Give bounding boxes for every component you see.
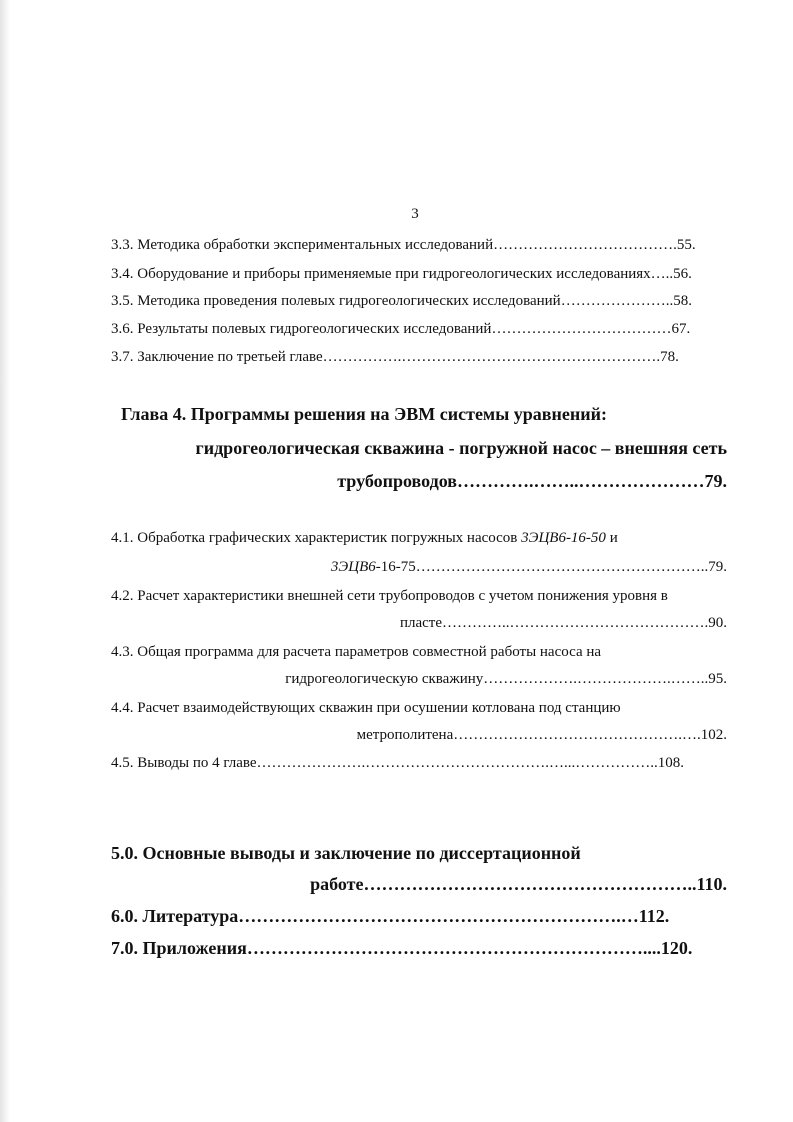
toc-entry-3-5[interactable]: 3.5. Методика проведения полевых гидрогеологических исследований…………………..58. bbox=[111, 293, 692, 309]
toc-entry-4-2-line-1[interactable]: 4.2. Расчет характеристики внешней сети трубопроводов с учетом понижения уровня в bbox=[111, 588, 668, 604]
chapter-4-heading-line-3[interactable]: трубопроводов………….……..…………………79. bbox=[337, 471, 727, 491]
toc-section-5-0-line-1[interactable]: 5.0. Основные выводы и заключение по диссертационной bbox=[111, 843, 581, 863]
toc-entry-4-1-line-1[interactable] bbox=[111, 529, 618, 547]
toc-entry-4-1-prefix: 4.1. Обработка графических характеристик погружных насосов bbox=[111, 530, 522, 546]
pump-model-2: 3ЭЦВ6 bbox=[330, 559, 376, 575]
chapter-4-heading-line-2[interactable]: гидрогеологическая скважина - погружной насос – внешняя сеть bbox=[195, 438, 727, 458]
toc-entry-4-3-line-2[interactable]: гидрогеологическую скважину……………….……………….……..95. bbox=[285, 671, 727, 687]
toc-entry-4-3-line-1[interactable]: 4.3. Общая программа для расчета параметров совместной работы насоса на bbox=[111, 644, 602, 660]
toc-entry-4-1-suffix: -16-75…………………………………………………..79. bbox=[375, 559, 727, 575]
toc-section-5-0-line-2[interactable]: работе………………………………………………..110. bbox=[310, 874, 727, 894]
toc-entry-3-4[interactable]: 3.4. Оборудование и приборы применяемые при гидрогеологических исследованиях…..56. bbox=[111, 266, 692, 282]
toc-entry-3-7[interactable]: 3.7. Заключение по третьей главе…………….…………………………………………….78. bbox=[111, 349, 679, 365]
toc-entry-4-4-line-2[interactable]: метрополитена……………………………………….….102. bbox=[356, 727, 727, 743]
toc-entry-4-1-mid: и bbox=[605, 530, 618, 546]
scan-edge bbox=[0, 0, 10, 1122]
toc-entry-4-2-line-2[interactable]: пласте…………..………………………………….90. bbox=[399, 615, 727, 631]
toc-entry-4-5[interactable]: 4.5. Выводы по 4 главе………………….……………………………….…...……………..108. bbox=[111, 755, 685, 771]
toc-section-7-0[interactable]: 7.0. Приложения…………………………………………………………....120. bbox=[111, 938, 693, 958]
toc-entry-3-3[interactable]: 3.3. Методика обработки экспериментальных исследований……………………………….55. bbox=[111, 237, 696, 253]
chapter-4-heading-line-1[interactable]: Глава 4. Программы решения на ЭВМ системы уравнений: bbox=[121, 404, 607, 424]
toc-entry-4-1-line-2[interactable] bbox=[331, 558, 727, 576]
pump-model-1: 3ЭЦВ6-16-50 bbox=[521, 530, 606, 546]
toc-section-6-0[interactable]: 6.0. Литература……………………………………………………….…112. bbox=[111, 906, 670, 926]
toc-entry-3-6[interactable]: 3.6. Результаты полевых гидрогеологических исследований………………………………67. bbox=[111, 321, 691, 337]
toc-entry-4-4-line-1[interactable]: 4.4. Расчет взаимодействующих скважин при осушении котлована под станцию bbox=[111, 700, 621, 716]
page-number: 3 bbox=[411, 206, 419, 222]
